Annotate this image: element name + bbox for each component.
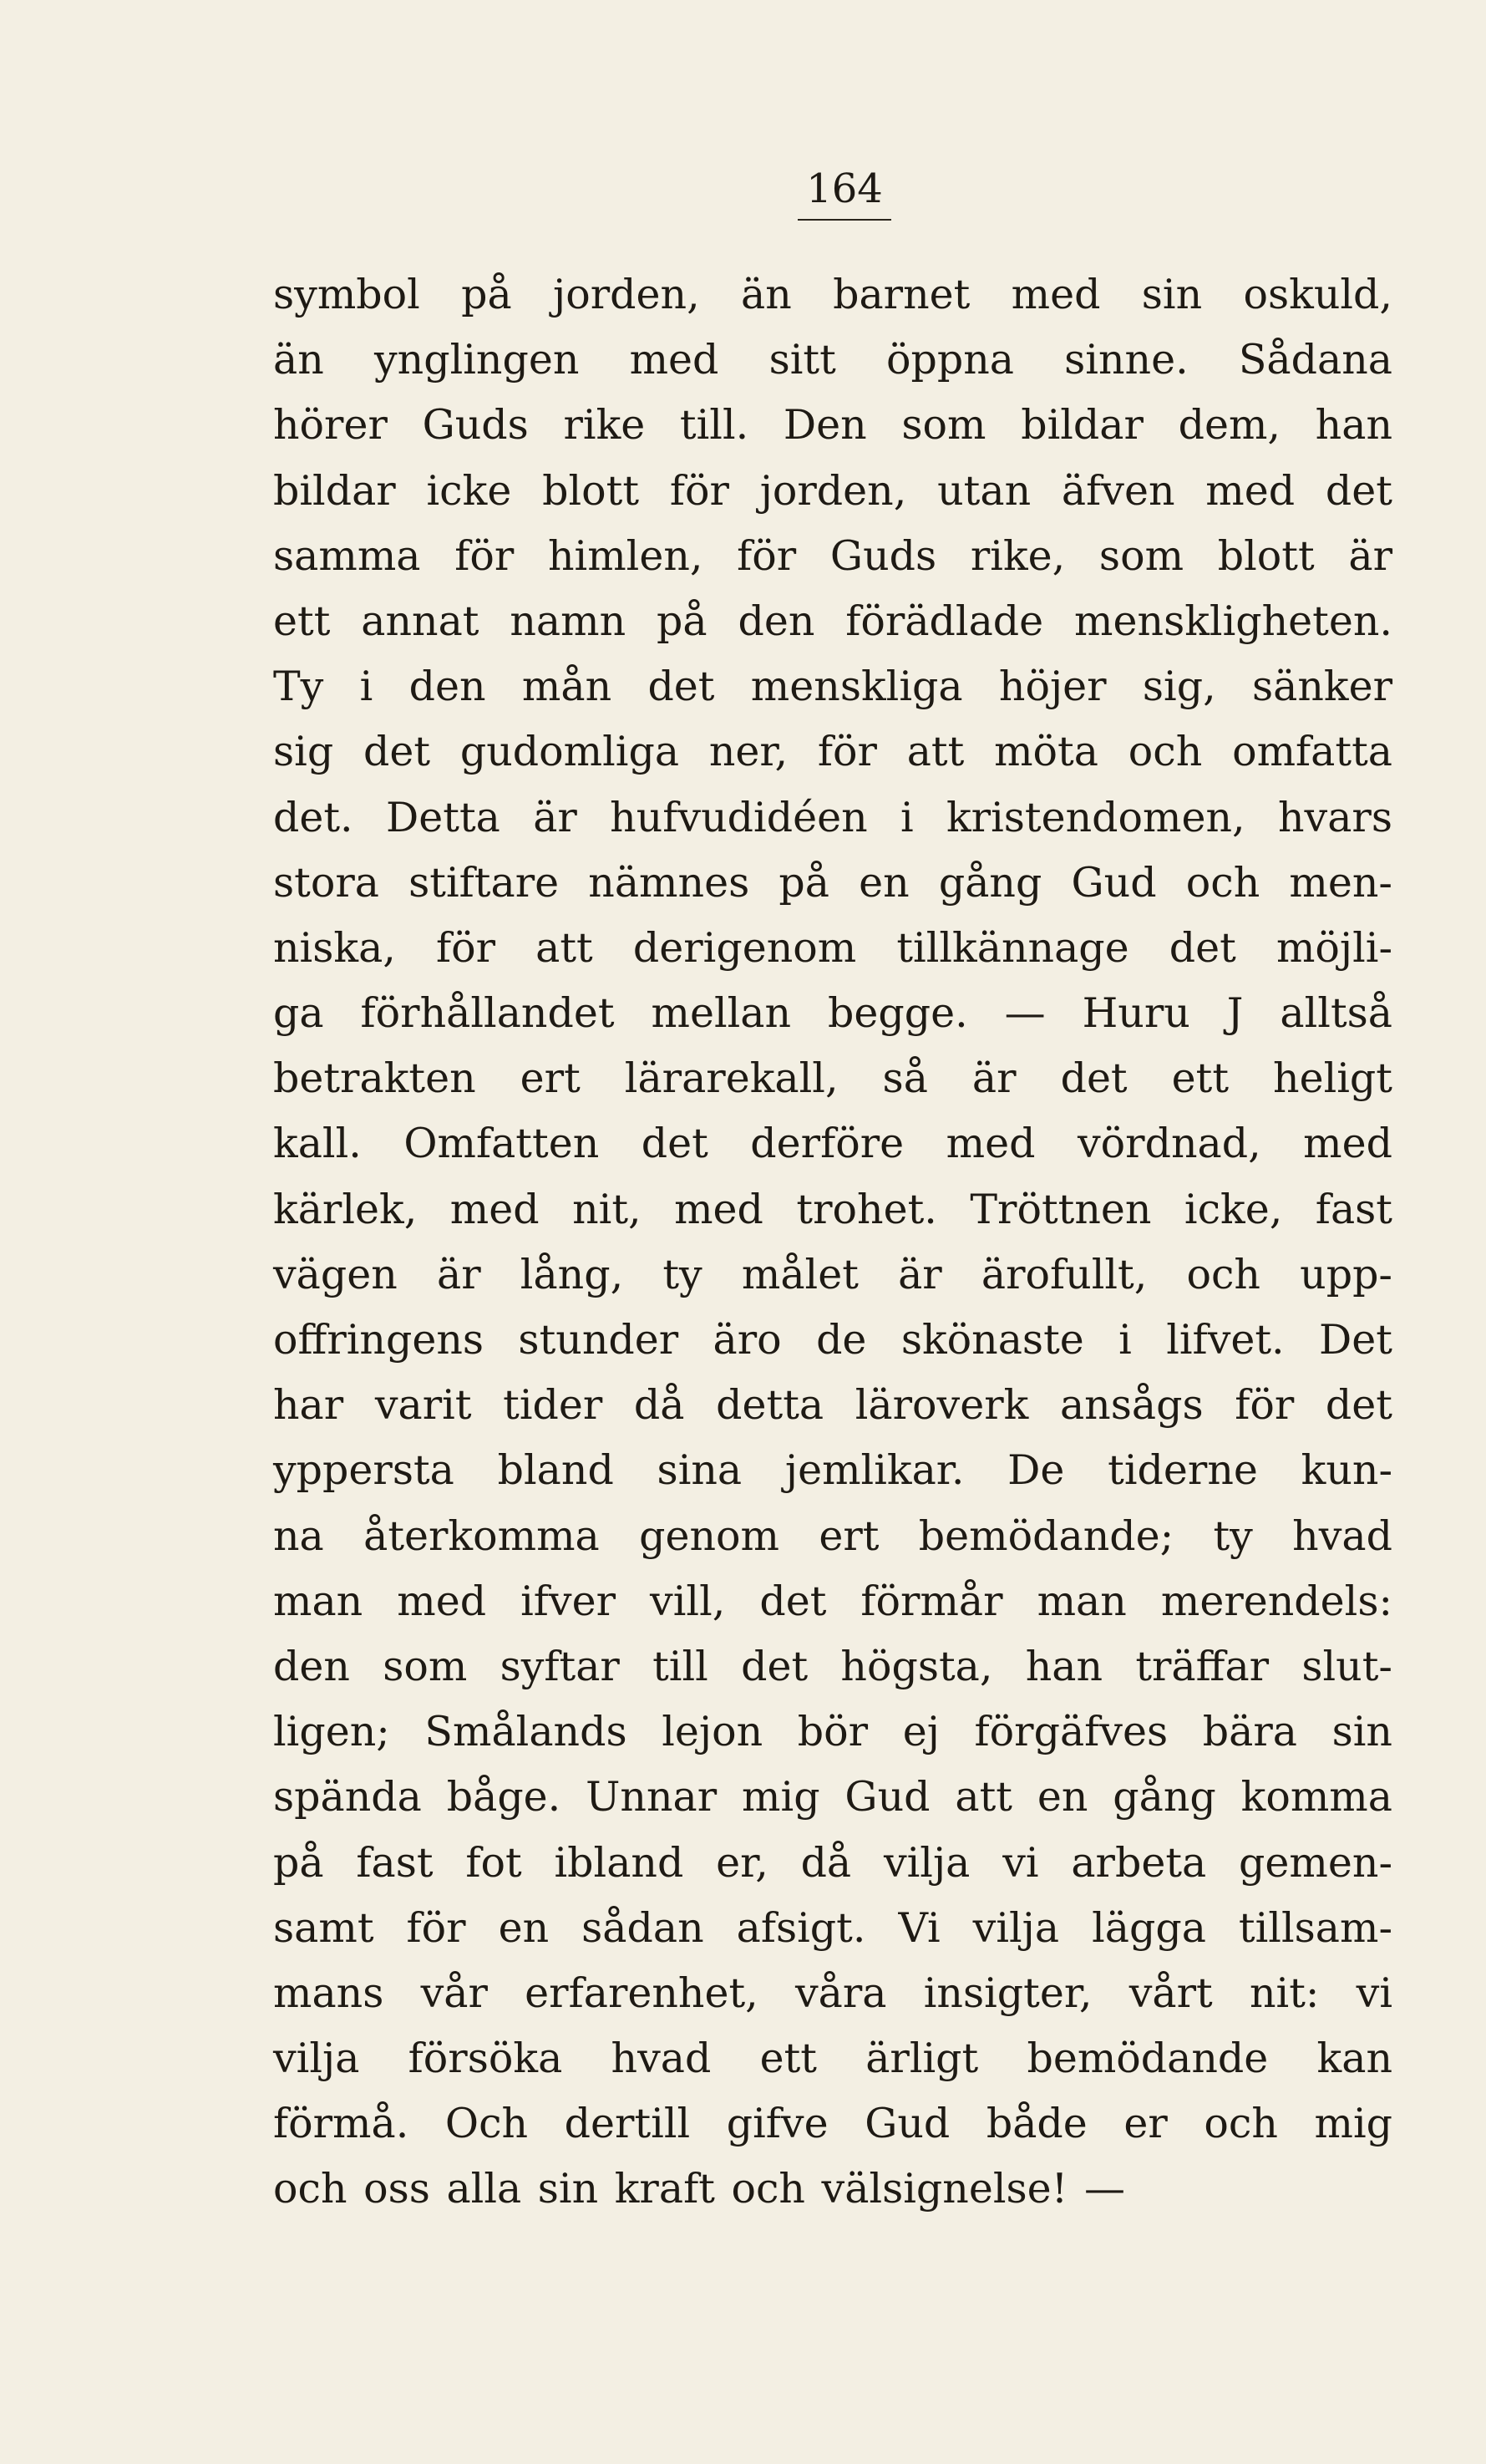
text-line: betrakten ert lärarekall, så är det ett heligt [273, 1054, 1392, 1103]
text-line: kärlek, med nit, med trohet. Tröttnen icke, fast [273, 1185, 1392, 1233]
text-line: man med ifver vill, det förmår man merendels: [273, 1577, 1392, 1625]
text-line: på fast fot ibland er, då vilja vi arbeta gemen- [273, 1838, 1392, 1887]
text-line: na återkomma genom ert bemödande; ty hvad [273, 1511, 1392, 1560]
text-line: har varit tider då detta läroverk ansågs för det [273, 1381, 1392, 1430]
text-line: än ynglingen med sitt öppna sinne. Sådana [273, 336, 1392, 384]
text-line: stora stiftare nämnes på en gång Gud och men- [273, 858, 1392, 907]
text-line: niska, för att derigenom tillkännage det möjli- [273, 923, 1392, 972]
text-line: yppersta bland sina jemlikar. De tiderne kun- [273, 1446, 1392, 1495]
text-line: ga förhållandet mellan begge. — Huru J alltså [273, 989, 1392, 1038]
text-line: symbol på jorden, än barnet med sin oskuld, [273, 271, 1392, 318]
page-number-rule [798, 219, 891, 221]
text-line: sig det gudomliga ner, för att möta och omfatta [273, 728, 1392, 776]
text-line: mans vår erfarenhet, våra insigter, vårt nit: vi [273, 1969, 1392, 2017]
text-line: offringens stunder äro de skönaste i lifvet. Det [273, 1316, 1392, 1364]
text-line: förmå. Och dertill gifve Gud både er och mig [273, 2100, 1392, 2148]
text-line: spända båge. Unnar mig Gud att en gång komma [273, 1773, 1392, 1821]
text-line: vägen är lång, ty målet är ärofullt, och upp- [273, 1250, 1392, 1298]
text-line: hörer Guds rike till. Den som bildar dem, han [273, 401, 1392, 450]
text-line: Ty i den mån det menskliga höjer sig, sänker [273, 663, 1392, 711]
text-line: ett annat namn på den förädlade menskligheten. [273, 597, 1392, 645]
text-line: det. Detta är hufvudidéen i kristendomen, hvars [273, 793, 1392, 841]
text-line: kall. Omfatten det derföre med vördnad, med [273, 1120, 1392, 1168]
text-line-last: och oss alla sin kraft och välsignelse! — [273, 2165, 1125, 2213]
text-line: samt för en sådan afsigt. Vi vilja lägga tillsam- [273, 1903, 1392, 1952]
text-line: samma för himlen, för Guds rike, som blott är [273, 531, 1392, 580]
text-line: ligen; Smålands lejon bör ej förgäfves bära sin [273, 1708, 1392, 1756]
text-line: den som syftar till det högsta, han träffar slut- [273, 1642, 1392, 1690]
text-line: bildar icke blott för jorden, utan äfven med det [273, 466, 1392, 515]
body-text [273, 262, 1392, 2223]
text-line: vilja försöka hvad ett ärligt bemödande kan [273, 2035, 1392, 2083]
page-number: 164 [806, 165, 883, 212]
